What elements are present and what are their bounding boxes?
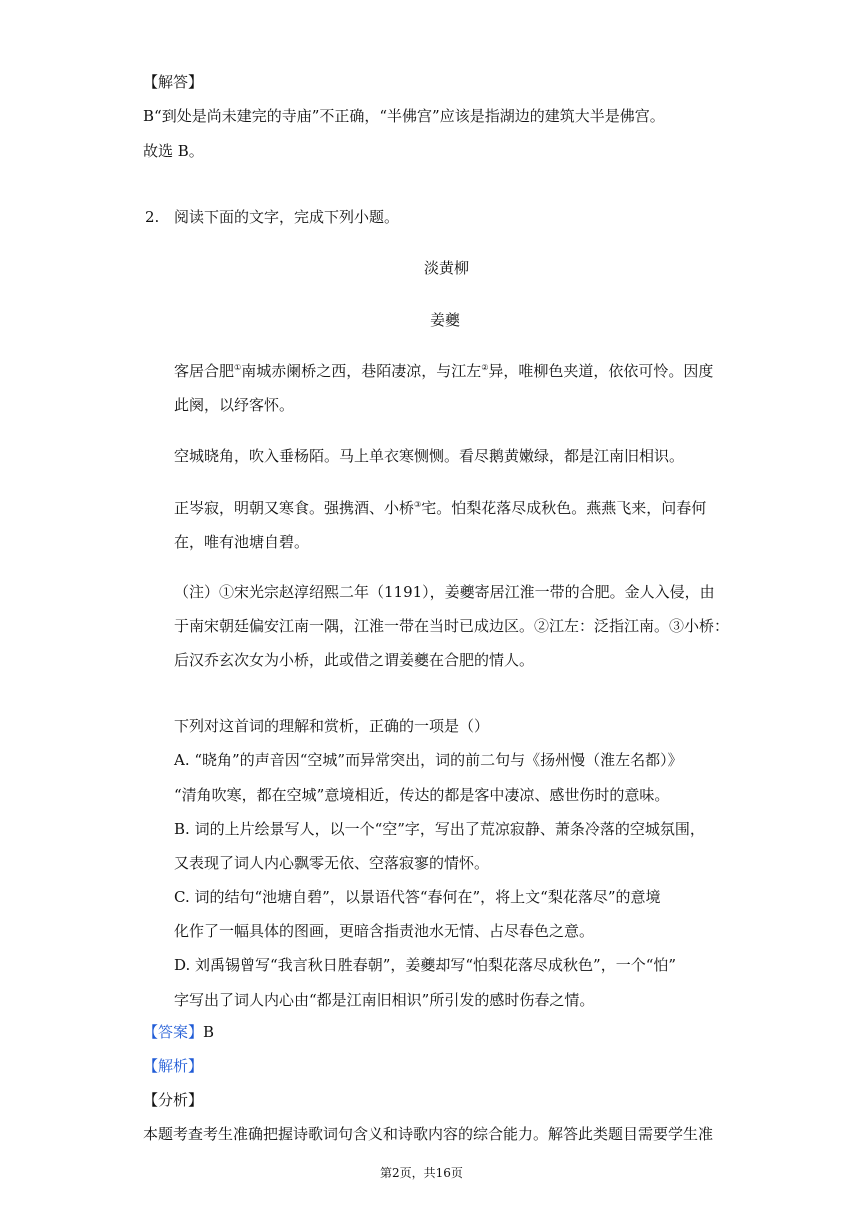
option-a-label: A. xyxy=(174,751,190,769)
footnote-marker-3: ③ xyxy=(414,500,422,509)
answer-explanation-text: B“到处是尚未建完的寺庙”不正确，“半佛宫”应该是指湖边的建筑大半是佛宫。 xyxy=(143,107,665,125)
poem-note-line-3: 后汉乔玄次女为小桥，此或借之谓姜夔在合肥的情人。 xyxy=(174,651,535,669)
option-a-line-1: A. “晓角”的声音因“空城”而异常突出，词的前二句与《扬州慢（淮左名都）》 xyxy=(174,751,683,769)
poem-preface-line-1: 客居合肥①南城赤阑桥之西，巷陌凄凉，与江左②异，唯柳色夹道，依依可怜。因度 xyxy=(174,362,714,380)
answer-choice-text: 故选 B。 xyxy=(143,142,204,160)
answer-line xyxy=(143,1022,214,1042)
footnote-marker-1: ① xyxy=(234,363,242,372)
option-c-label: C. xyxy=(174,888,190,906)
poem-title: 淡黄柳 xyxy=(424,259,470,277)
poem-note-line-1: （注）①宋光宗赵淳绍熙二年（1191），姜夔寄居江淮一带的合肥。金人入侵，由 xyxy=(174,583,715,601)
poem-author: 姜夔 xyxy=(430,311,461,329)
option-c-line-2: 化作了一幅具体的图画，更暗含指责池水无情、占尽春色之意。 xyxy=(174,922,595,940)
poem-stanza-1: 空城晓角，吹入垂杨陌。马上单衣寒恻恻。看尽鹅黄嫩绿，都是江南旧相识。 xyxy=(174,447,685,465)
answer-label: 【答案】 xyxy=(143,1023,204,1041)
analysis-text: 本题考查考生准确把握诗歌词句含义和诗歌内容的综合能力。解答此类题目需要学生准 xyxy=(143,1125,714,1143)
poem-preface-line-2: 此阕，以纾客怀。 xyxy=(174,396,295,414)
poem-stanza-2-line-2: 在，唯有池塘自碧。 xyxy=(174,533,310,551)
option-b-line-2: 又表现了词人内心飘零无依、空落寂寥的情怀。 xyxy=(174,854,490,872)
poem-note-line-2: 于南宋朝廷偏安江南一隅，江淮一带在当时已成边区。②江左：泛指江南。③小桥： xyxy=(174,617,730,635)
option-b-label: B. xyxy=(174,820,190,838)
option-a-line-2: “清角吹寒，都在空城”意境相近，传达的都是客中凄凉、感世伤时的意味。 xyxy=(174,786,670,804)
question-stem: 下列对这首词的理解和赏析，正确的一项是（） xyxy=(174,717,490,735)
analysis-heading: 【分析】 xyxy=(143,1091,204,1109)
option-b-line-1: B. 词的上片绘景写人，以一个“空”字，写出了荒凉寂静、萧条冷落的空城氛围， xyxy=(174,820,705,838)
answer-value: B xyxy=(203,1023,215,1041)
footnote-marker-2: ② xyxy=(481,363,489,372)
question-prompt: 阅读下面的文字，完成下列小题。 xyxy=(174,208,400,226)
option-c-line-1: C. 词的结句“池塘自碧”，以景语代答“春何在”，将上文“梨花落尽”的意境 xyxy=(174,888,661,906)
option-d-line-2: 字写出了词人内心由“都是江南旧相识”所引发的感时伤春之情。 xyxy=(174,991,595,1009)
analysis-label: 【解析】 xyxy=(143,1057,204,1075)
option-d-line-1: D. 刘禹锡曾写“我言秋日胜春朝”，姜夔却写“怕梨花落尽成秋色”，一个“怕” xyxy=(174,956,677,974)
question-number: 2. xyxy=(145,208,160,226)
poem-stanza-2-line-1: 正岑寂，明朝又寒食。强携酒、小桥③宅。怕梨花落尽成秋色。燕燕飞来，问春何 xyxy=(174,499,707,517)
page-number-footer: 第2页，共16页 xyxy=(380,1166,463,1180)
answer-explanation-heading: 【解答】 xyxy=(143,73,204,91)
option-d-label: D. xyxy=(174,956,191,974)
